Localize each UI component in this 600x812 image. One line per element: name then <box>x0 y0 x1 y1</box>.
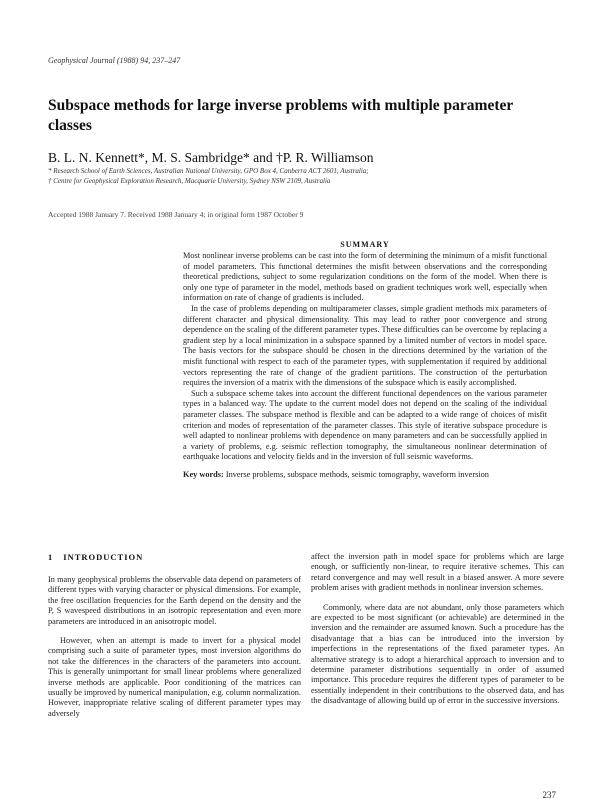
publication-dates: Accepted 1988 January 7. Received 1988 January 4; in original form 1987 October 9 <box>48 210 304 219</box>
body-paragraph: However, when an attempt is made to invert for a physical model comprising such a suite of parameter types, most inversion algorithms do not take the differences in the characters of the parameters into account. This is generally unimportant for small linear problems where generalized inverse methods are applicable. Poor conditioning of the matrices can usually be improved by numerical manipulation, e.g. column normalization. However, inappropriate relative scaling of different parameter types may adversely <box>48 636 301 718</box>
summary-block <box>183 240 547 480</box>
body-paragraph: Commonly, where data are not abundant, only those parameters which are expected to be most significant (or achievable) are determined in the inversion and the remainder are assumed known. Such a procedure has the disadvantage that a bias can be introduced into the inversion by imperfections in the representations of the fixed parameter types. An alternative strategy is to adopt a hierarchical approach to inversion and to determine parameter distributions sequentially in order of assumed importance. This procedure requires the different types of parameter to be essentially independent in their contributions to the observed data, and has the disadvantage of allowing build up of error in the successive inversions. <box>311 602 564 706</box>
summary-paragraph: Most nonlinear inverse problems can be cast into the form of determining the minimum of a misfit functional of model parameters. This functional determines the misfit between observations and the corresponding theoretical predictions, subject to some regularization conditions on the form of the model. When there is only one type of parameter in the model, methods based on gradient techniques work well, especially when information on rate of change of gradients is included. <box>183 251 547 303</box>
section-title: INTRODUCTION <box>63 552 144 562</box>
summary-heading: SUMMARY <box>340 240 390 249</box>
keywords-label: Key words: <box>183 469 224 479</box>
page-number: 237 <box>542 790 556 800</box>
body-paragraph: In many geophysical problems the observable data depend on parameters of different types with varying character or physical dimensions. For example, the free oscillation frequencies for the Earth depend on the density and the P, S wavespeed distributions in an isotropic representation and even more parameters are introduced in an anisotropic model. <box>48 575 301 626</box>
section-number: 1 <box>48 552 54 562</box>
author-list: B. L. N. Kennett*, M. S. Sambridge* and †P. R. Williamson <box>48 150 374 165</box>
affiliation-2: † Centre for Geophysical Exploration Research, Macquarie University, Sydney NSW 2109, Australia <box>48 177 331 185</box>
section-heading <box>48 552 301 562</box>
running-head: Geophysical Journal (1988) 94, 237–247 <box>48 56 181 65</box>
summary-paragraph: Such a subspace scheme takes into account the different functional dependences on the various parameter types in a balanced way. The update to the current model does not depend on the scaling of the individual parameter classes. The subspace method is flexible and can be adapted to a wide range of choices of misfit criterion and modes of representation of the parameter classes. This style of iterative subspace procedure is well adapted to nonlinear problems with dependence on many parameters and can be successfully applied in a variety of problems, e.g. seismic reflection tomography, the simultaneous nonlinear determination of earthquake locations and velocity fields and in the inversion of full seismic waveforms. <box>183 388 547 462</box>
left-column <box>48 552 301 728</box>
keywords-line <box>183 470 547 481</box>
right-column <box>311 552 564 716</box>
summary-paragraph: In the case of problems depending on multiparameter classes, simple gradient methods mix parameters of different character and physical dimensionality. This may lead to rather poor convergence and strong dependence on the scaling of the different parameter types. These difficulties can be overcome by replacing a gradient step by a local minimization in a subspace spanned by a limited number of vectors in model space. The basis vectors for the subspace should be chosen in the directions determined by the variation of the misfit functional with respect to each of the parameter types, with supplementation if required by additional vectors representing the rate of change of the gradient partitions. The construction of the perturbation requires the inversion of a matrix with the dimensions of the subspace which is easily accomplished. <box>183 303 547 388</box>
paper-title: Subspace methods for large inverse problems with multiple parameter classes <box>48 97 513 134</box>
keywords-text: Inverse problems, subspace methods, seismic tomography, waveform inversion <box>225 469 489 479</box>
body-paragraph: affect the inversion path in model space for problems which are large enough, or sufficiently non-linear, to require iterative schemes. This can retard convergence and may well result in a biased answer. A more severe problem arises with gradient methods in nonlinear inversion schemes. <box>311 552 564 593</box>
affiliation-1: * Research School of Earth Sciences, Australian National University, GPO Box 4, Canberra ACT 2601, Australia; <box>48 167 369 175</box>
